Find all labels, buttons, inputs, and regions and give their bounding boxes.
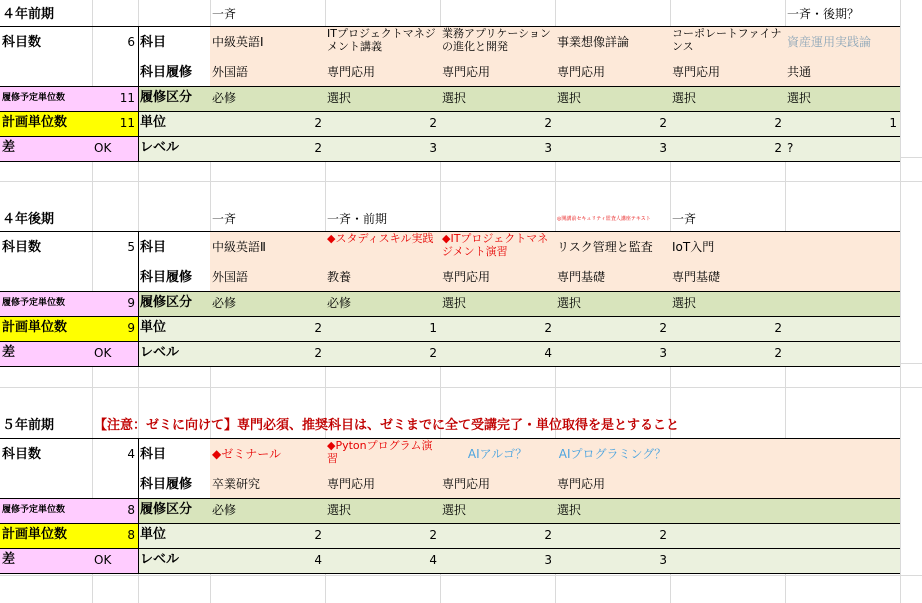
border	[0, 573, 900, 574]
course-credits[interactable]	[785, 523, 900, 548]
course-count-label: 科目数	[2, 239, 42, 255]
course-name[interactable]: 業務アプリケーションの進化と開発	[440, 26, 555, 60]
course-credits[interactable]: 1	[325, 316, 440, 341]
course-note: 一斉・前期	[327, 212, 388, 227]
row-label-category: 履修区分	[138, 291, 210, 316]
difference-status[interactable]: OK	[92, 341, 138, 366]
course-category[interactable]: 必修	[210, 291, 325, 316]
gridline	[0, 575, 922, 576]
planned-credits-label: 履修予定単位数	[0, 86, 92, 111]
row-label-course-type: 科目履修	[140, 476, 193, 492]
course-category[interactable]: 選択	[440, 498, 555, 523]
difference-label: 差	[0, 548, 92, 573]
course-category[interactable]: 選択	[785, 86, 900, 111]
row-label-credits: 単位	[138, 111, 210, 136]
course-level[interactable]: 2	[670, 136, 785, 161]
course-type[interactable]	[785, 472, 900, 498]
course-name[interactable]: AIアルゴ？	[440, 438, 555, 472]
course-credits[interactable]: 2	[325, 523, 440, 548]
border	[138, 231, 139, 366]
course-type[interactable]: 専門応用	[440, 472, 555, 498]
course-level[interactable]: 4	[440, 341, 555, 366]
planned-credits-label: 履修予定単位数	[0, 498, 92, 523]
row-label-course: 科目	[140, 446, 167, 462]
course-credits[interactable]: 2	[210, 316, 325, 341]
course-category[interactable]: 選択	[440, 86, 555, 111]
row-label-level: レベル	[138, 548, 210, 573]
plan-credits[interactable]: 8	[92, 523, 138, 548]
course-name[interactable]: 事業想像詳論	[555, 26, 670, 60]
course-type[interactable]: 専門応用	[325, 60, 440, 86]
course-type[interactable]: 専門基礎	[555, 265, 670, 291]
border	[138, 26, 139, 161]
course-type[interactable]: 外国語	[210, 60, 325, 86]
course-category[interactable]: 選択	[555, 498, 670, 523]
course-category[interactable]: 必修	[210, 498, 325, 523]
row-label-credits: 単位	[138, 316, 210, 341]
border	[0, 366, 900, 367]
planned-credits[interactable]: 8	[92, 498, 138, 523]
course-credits[interactable]: 2	[440, 111, 555, 136]
course-type[interactable]: 専門応用	[440, 60, 555, 86]
course-name[interactable]: ◆スタディスキル実践	[325, 231, 440, 265]
notice-text: 【注意：ゼミに向けて】専門必須、推奨科目は、ゼミまでに全て受講完了・単位取得を是とすること	[94, 417, 680, 433]
border	[0, 111, 900, 112]
course-type[interactable]: 専門応用	[440, 265, 555, 291]
course-level[interactable]: 2	[210, 341, 325, 366]
course-note: 一斉・後期？	[787, 7, 860, 22]
course-credits[interactable]: 2	[555, 111, 670, 136]
row-label-course: 科目	[140, 34, 167, 50]
course-category[interactable]: 選択	[440, 291, 555, 316]
course-category[interactable]: 選択	[325, 86, 440, 111]
border	[0, 548, 900, 549]
gridline	[900, 0, 901, 603]
difference-label: 差	[0, 341, 92, 366]
row-label-course-type: 科目履修	[140, 64, 193, 80]
section-title: ４年後期	[2, 211, 55, 227]
course-category[interactable]	[670, 498, 785, 523]
course-name[interactable]	[785, 438, 900, 472]
course-count-label: 科目数	[2, 446, 42, 462]
row-label-category: 履修区分	[138, 498, 210, 523]
border	[138, 438, 139, 573]
course-note: 一斉	[212, 212, 237, 227]
plan-credits-label: 計画単位数	[0, 316, 92, 341]
course-category[interactable]	[785, 291, 900, 316]
course-type[interactable]: 卒業研究	[210, 472, 325, 498]
course-credits[interactable]: 2	[670, 316, 785, 341]
course-name[interactable]: ◆Pytonプログラム演習	[325, 438, 440, 472]
course-name[interactable]	[785, 231, 900, 265]
course-level[interactable]: 3	[555, 341, 670, 366]
difference-status[interactable]: OK	[92, 548, 138, 573]
section-title: ５年前期	[2, 417, 55, 433]
gridline	[0, 387, 922, 388]
course-name[interactable]: 中級英語Ⅱ	[210, 231, 325, 265]
border	[0, 316, 900, 317]
course-name[interactable]: ◆ITプロジェクトマネジメント演習	[440, 231, 555, 265]
section-title: ４年前期	[2, 6, 55, 22]
row-label-credits: 単位	[138, 523, 210, 548]
row-label-course: 科目	[140, 239, 167, 255]
course-level[interactable]: 4	[210, 548, 325, 573]
course-category[interactable]: 選択	[670, 291, 785, 316]
border	[0, 341, 900, 342]
planned-credits-label: 履修予定単位数	[0, 291, 92, 316]
course-category[interactable]: 選択	[670, 86, 785, 111]
course-level[interactable]	[785, 341, 900, 366]
border	[0, 86, 900, 87]
course-category[interactable]: 選択	[555, 86, 670, 111]
border	[0, 291, 900, 292]
course-type[interactable]: 共通	[785, 60, 900, 86]
course-count[interactable]: 4	[127, 447, 135, 462]
course-note: 一斉	[672, 212, 697, 227]
course-type[interactable]	[670, 472, 785, 498]
course-type[interactable]: 専門応用	[555, 472, 670, 498]
plan-credits-label: 計画単位数	[0, 111, 92, 136]
row-label-level: レベル	[138, 341, 210, 366]
course-name[interactable]: ◆ゼミナール	[210, 438, 325, 472]
course-credits[interactable]: 2	[440, 523, 555, 548]
course-count[interactable]: 5	[127, 240, 135, 255]
course-type[interactable]	[785, 265, 900, 291]
course-count-label: 科目数	[2, 34, 42, 50]
course-name[interactable]: 資産運用実践論	[785, 26, 900, 60]
border	[0, 523, 900, 524]
course-name[interactable]: リスク管理と監査	[555, 231, 670, 265]
course-type[interactable]: 専門応用	[555, 60, 670, 86]
row-label-course-type: 科目履修	[140, 269, 193, 285]
course-level[interactable]	[670, 548, 785, 573]
border	[0, 161, 900, 162]
course-credits[interactable]: 2	[555, 316, 670, 341]
row-label-category: 履修区分	[138, 86, 210, 111]
course-category[interactable]: 必修	[325, 291, 440, 316]
course-category[interactable]	[785, 498, 900, 523]
course-category[interactable]: 選択	[555, 291, 670, 316]
course-level[interactable]: 2	[670, 341, 785, 366]
course-level[interactable]: 3	[440, 548, 555, 573]
border	[0, 136, 900, 137]
course-credits[interactable]: 1	[785, 111, 900, 136]
course-name[interactable]: IoT入門	[670, 231, 785, 265]
course-name[interactable]: 中級英語Ⅰ	[210, 26, 325, 60]
course-name[interactable]: コーポレートファイナンス	[670, 26, 785, 60]
course-level[interactable]: 2	[210, 136, 325, 161]
course-credits[interactable]: 2	[670, 111, 785, 136]
course-name[interactable]: AIプログラミング？	[555, 438, 670, 472]
course-level[interactable]: 3	[325, 136, 440, 161]
difference-status[interactable]: OK	[92, 136, 138, 161]
row-label-level: レベル	[138, 136, 210, 161]
course-type[interactable]: 教養	[325, 265, 440, 291]
course-credits[interactable]: 2	[210, 111, 325, 136]
planned-credits[interactable]: 11	[92, 86, 138, 111]
plan-credits-label: 計画単位数	[0, 523, 92, 548]
border	[0, 26, 900, 27]
difference-label: 差	[0, 136, 92, 161]
course-level[interactable]	[785, 548, 900, 573]
course-credits[interactable]	[785, 316, 900, 341]
course-type[interactable]: 外国語	[210, 265, 325, 291]
course-credits[interactable]: 2	[210, 523, 325, 548]
course-level[interactable]: 3	[440, 136, 555, 161]
planned-credits[interactable]: 9	[92, 291, 138, 316]
course-type[interactable]: 専門応用	[325, 472, 440, 498]
course-type[interactable]: 専門応用	[670, 60, 785, 86]
course-name[interactable]: ITプロジェクトマネジメント講義	[325, 26, 440, 60]
course-credits[interactable]: 2	[325, 111, 440, 136]
border	[0, 498, 900, 499]
border	[0, 231, 900, 232]
course-type[interactable]: 専門基礎	[670, 265, 785, 291]
course-level[interactable]: 4	[325, 548, 440, 573]
plan-credits[interactable]: 9	[92, 316, 138, 341]
course-credits[interactable]	[670, 523, 785, 548]
course-count[interactable]: 6	[127, 35, 135, 50]
course-level[interactable]: 3	[555, 136, 670, 161]
course-note: ◎開講前セキュリティ監査人講座テキスト	[557, 216, 651, 223]
course-level[interactable]: ?	[785, 136, 900, 161]
course-level[interactable]: 3	[555, 548, 670, 573]
course-note: 一斉	[212, 7, 237, 22]
gridline	[0, 181, 922, 182]
course-credits[interactable]: 2	[440, 316, 555, 341]
course-category[interactable]: 選択	[325, 498, 440, 523]
course-name[interactable]	[670, 438, 785, 472]
course-category[interactable]: 必修	[210, 86, 325, 111]
course-credits[interactable]: 2	[555, 523, 670, 548]
course-level[interactable]: 2	[325, 341, 440, 366]
plan-credits[interactable]: 11	[92, 111, 138, 136]
border	[0, 438, 900, 439]
